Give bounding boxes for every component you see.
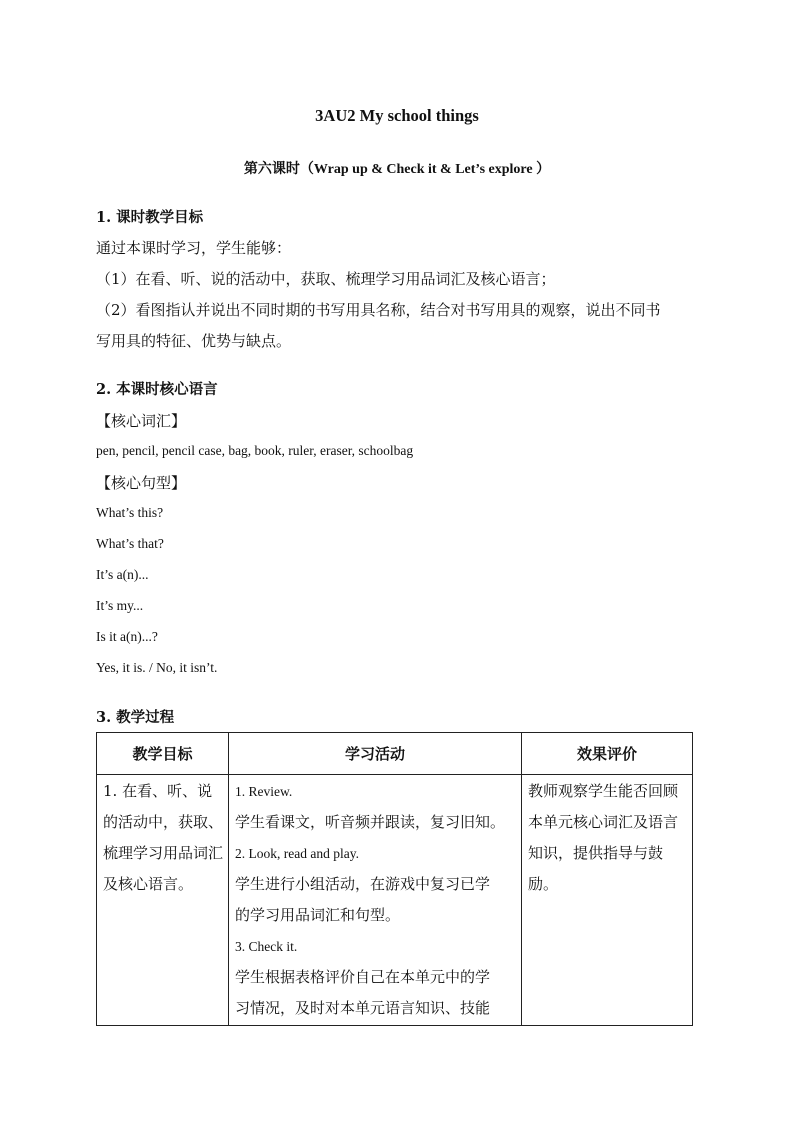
header-teaching-goal: 教学目标 bbox=[97, 733, 229, 775]
page-title: 3AU2 My school things bbox=[315, 106, 479, 125]
activity-line: 学生看课文，听音频并跟读，复习旧知。 bbox=[235, 813, 506, 831]
activity-line: 2. Look, read and play. bbox=[235, 846, 359, 861]
sentence-line: Yes, it is. / No, it isn’t. bbox=[96, 660, 218, 675]
sentence-line: What’s this? bbox=[96, 505, 164, 520]
activity-line: 学生进行小组活动，在游戏中复习已学 bbox=[235, 875, 491, 893]
activity-list bbox=[229, 776, 521, 1024]
vocab-label: 【核心词汇】 bbox=[96, 412, 187, 430]
section1-heading: 1. 课时教学目标 bbox=[96, 209, 204, 226]
teaching-process-table bbox=[96, 732, 693, 1026]
activity-line: 3. Check it. bbox=[235, 939, 298, 954]
table-row bbox=[97, 775, 693, 1026]
table-header-row bbox=[97, 733, 693, 775]
section3-heading: 3. 教学过程 bbox=[96, 709, 175, 726]
header-evaluation: 效果评价 bbox=[522, 733, 693, 775]
cell-activities bbox=[229, 775, 522, 1026]
sentence-line: What’s that? bbox=[96, 536, 164, 551]
section1-goal-2-line2: 写用具的特征、优势与缺点。 bbox=[96, 332, 292, 350]
section2-heading: 2. 本课时核心语言 bbox=[96, 381, 218, 398]
sentences-label: 【核心句型】 bbox=[96, 474, 187, 492]
cell-evaluation bbox=[522, 775, 693, 1026]
section1-goal-2-line1: （2）看图指认并说出不同时期的书写用具名称，结合对书写用具的观察，说出不同书 bbox=[96, 301, 661, 319]
sentence-line: It’s my... bbox=[96, 598, 144, 613]
header-learning-activity: 学习活动 bbox=[229, 733, 522, 775]
cell-goal bbox=[97, 775, 229, 1026]
vocab-list: pen, pencil, pencil case, bag, book, ruler, eraser, schoolbag bbox=[96, 443, 414, 458]
goal-text: 1. 在看、听、说的活动中，获取、梳理学习用品词汇及核心语言。 bbox=[103, 782, 224, 893]
activity-line: 学生根据表格评价自己在本单元中的学 bbox=[235, 968, 491, 986]
activity-line: 1. Review. bbox=[235, 784, 293, 799]
section1-intro: 通过本课时学习，学生能够： bbox=[96, 239, 292, 257]
lesson-subtitle: 第六课时（Wrap up & Check it & Let’s explore ） bbox=[243, 162, 551, 177]
sentence-line: It’s a(n)... bbox=[96, 567, 149, 582]
section1-goal-1: （1）在看、听、说的活动中，获取、梳理学习用品词汇及核心语言； bbox=[96, 270, 556, 288]
activity-line: 的学习用品词汇和句型。 bbox=[235, 906, 401, 924]
evaluation-text: 教师观察学生能否回顾本单元核心词汇及语言知识，提供指导与鼓励。 bbox=[528, 782, 679, 893]
activity-line: 习情况，及时对本单元语言知识、技能 bbox=[235, 999, 491, 1017]
sentence-line: Is it a(n)...? bbox=[96, 629, 158, 644]
